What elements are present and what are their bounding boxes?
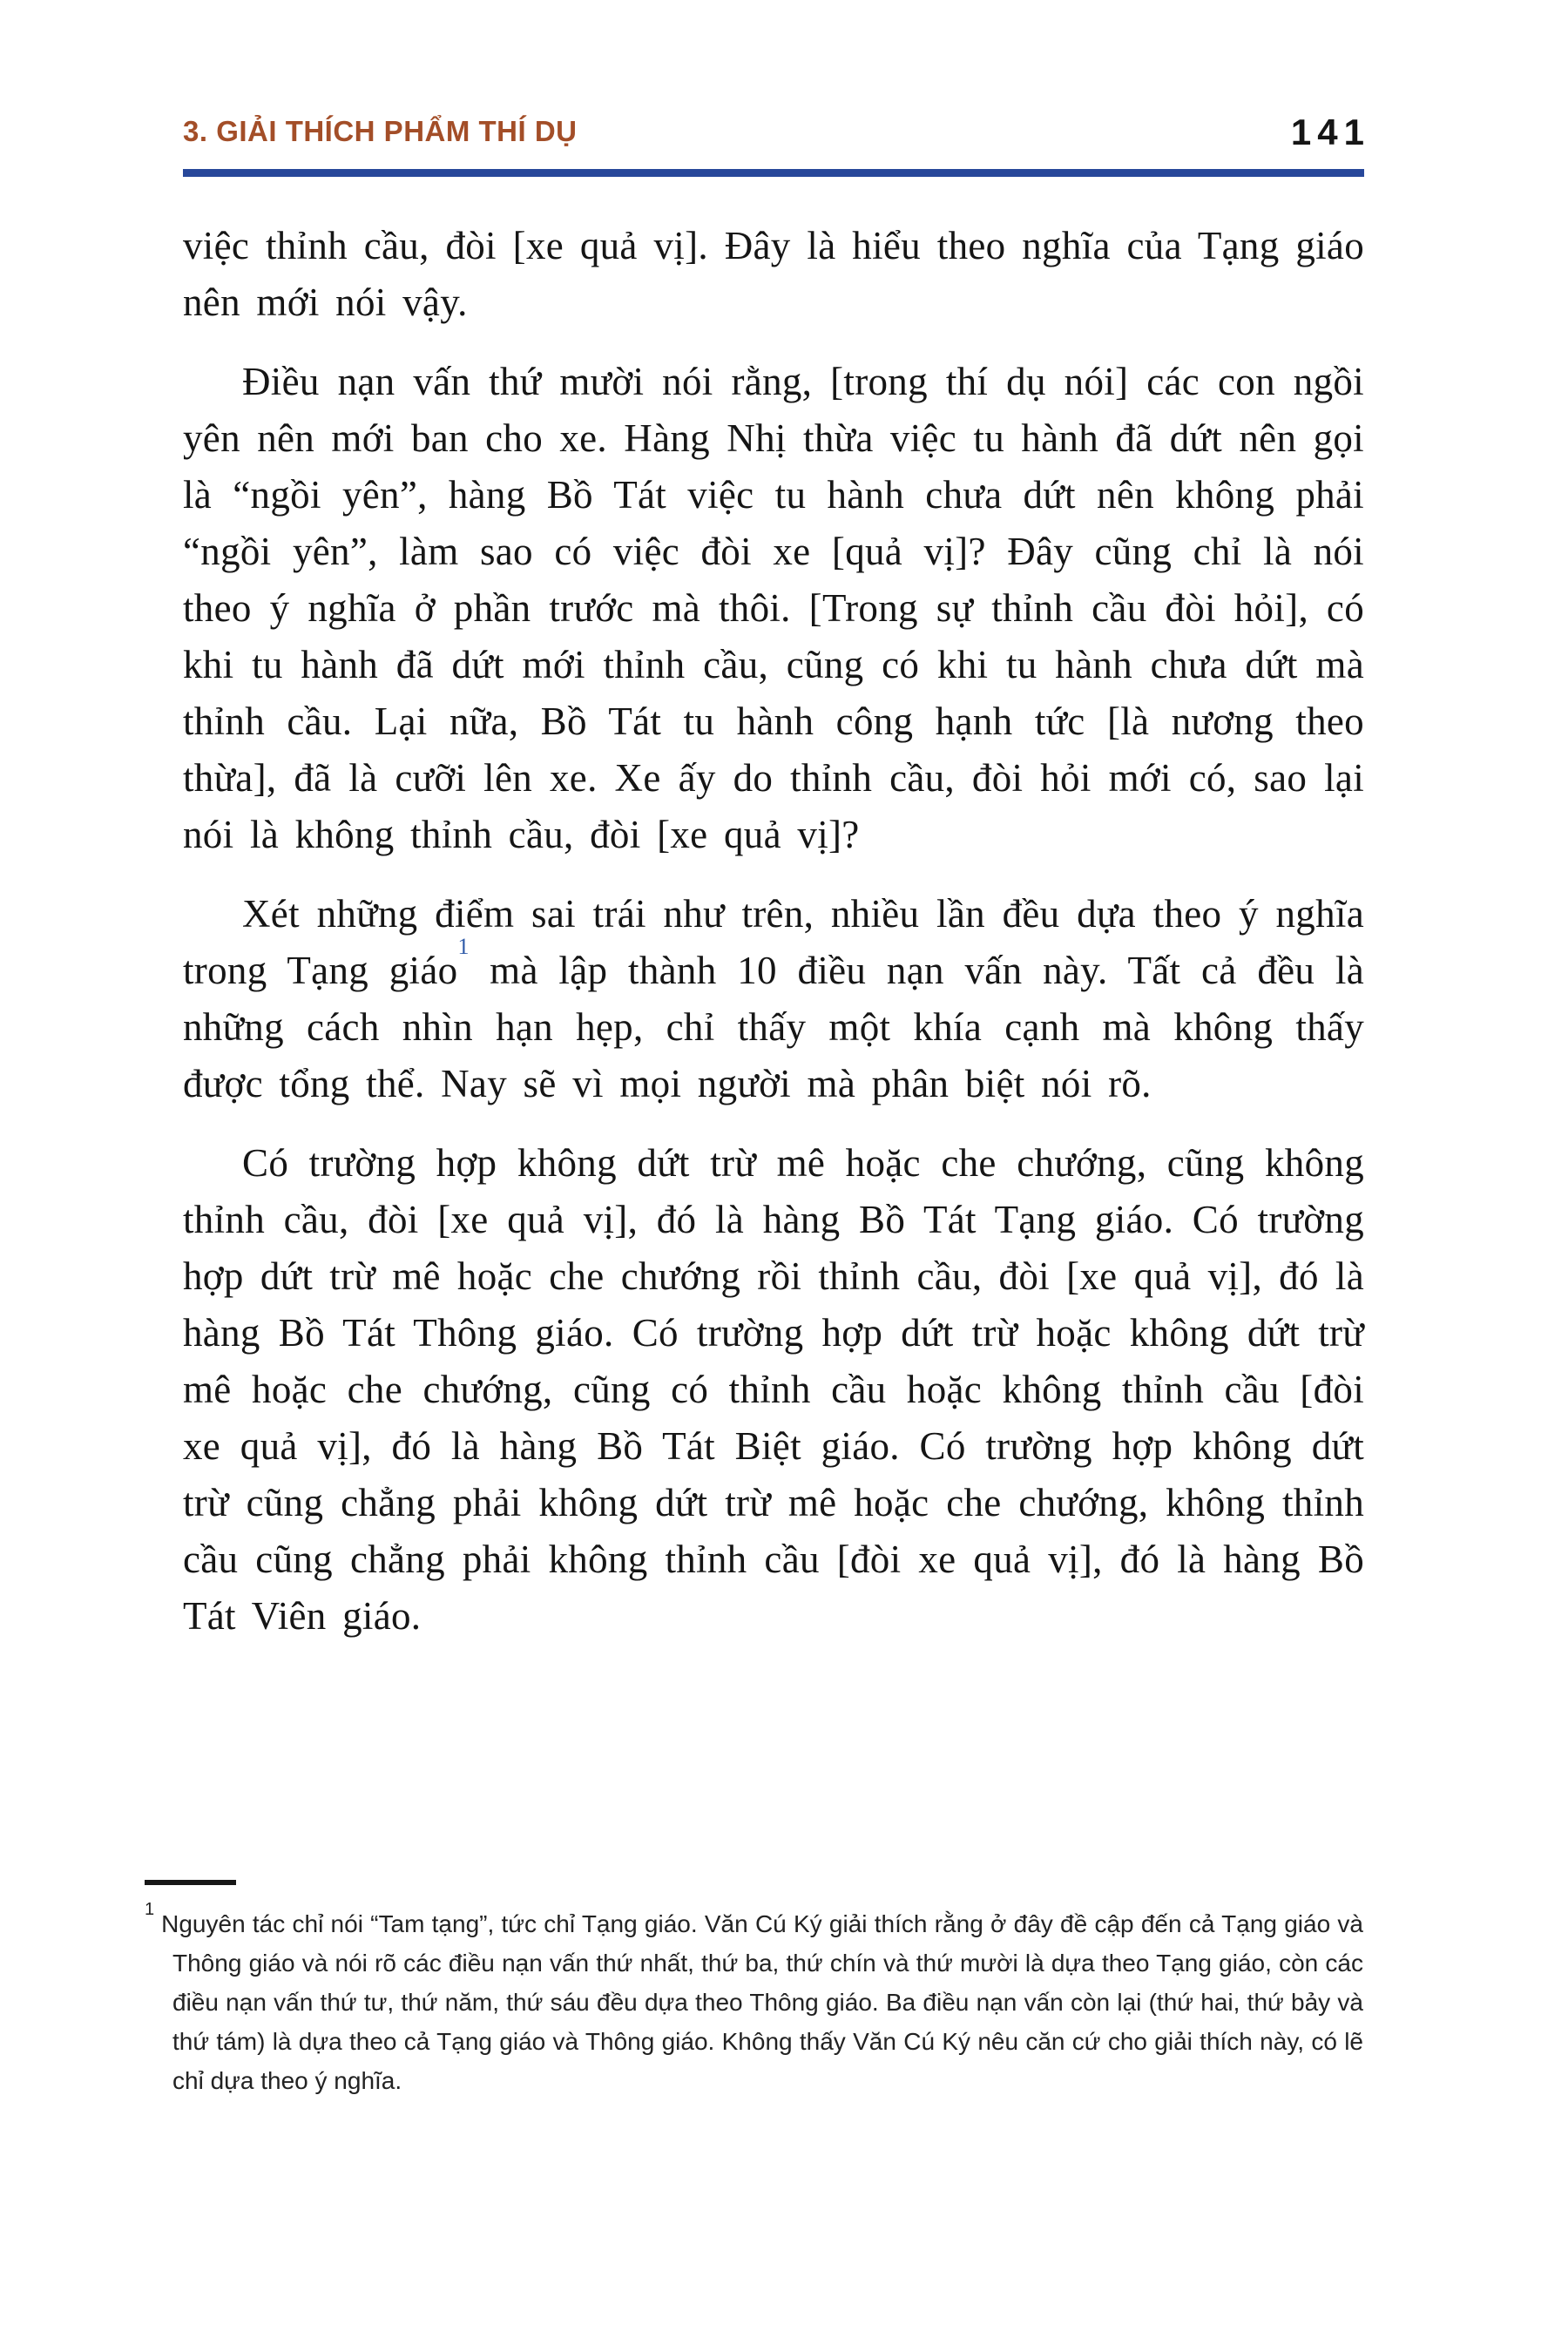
paragraph: Có trường hợp không dứt trừ mê hoặc che chướng, cũng không thỉnh cầu, đòi [xe quả vị], đó là hàng Bồ Tát Tạng giáo. Có trường hợp dứt trừ mê hoặc che chướng rồi thỉnh cầu, đòi [xe quả vị], đó là hàng Bồ Tát Thông giáo. Có trường hợp dứt trừ hoặc không dứt trừ mê hoặc che chướng, cũng có thỉnh cầu hoặc không thỉnh cầu [đòi xe quả vị], đó là hàng Bồ Tát Biệt giáo. Có trường hợp không dứt trừ cũng chẳng phải không dứt trừ mê hoặc che chướng, không thỉnh cầu cũng chẳng phải không thỉnh cầu [đòi xe quả vị], đó là hàng Bồ Tát Viên giáo. — [183, 1141, 1364, 1638]
section-title: 3. GIẢI THÍCH PHẨM THÍ DỤ — [183, 115, 578, 147]
paragraph: Điều nạn vấn thứ mười nói rằng, [trong thí dụ nói] các con ngồi yên nên mới ban cho xe. Hàng Nhị thừa việc tu hành đã dứt nên gọi là “ngồi yên”, hàng Bồ Tát việc tu hành chưa dứt nên không phải “ngồi yên”, làm sao có việc đòi xe [quả vị]? Đây cũng chỉ là nói theo ý nghĩa ở phần trước mà thôi. [Trong sự thỉnh cầu đòi hỏi], có khi tu hành đã dứt mới thỉnh cầu, cũng có khi tu hành chưa dứt mà thỉnh cầu. Lại nữa, Bồ Tát tu hành công hạnh tức [là nương theo thừa], đã là cưỡi lên xe. Xe ấy do thỉnh cầu, đòi hỏi mới có, sao lại nói là không thỉnh cầu, đòi [xe quả vị]? — [183, 360, 1364, 856]
footnote — [145, 1899, 1363, 2100]
footnote-text: Nguyên tác chỉ nói “Tam tạng”, tức chỉ Tạng giáo. Văn Cú Ký giải thích rằng ở đây đề cập đến cả Tạng giáo và Thông giáo và nói rõ các điều nạn vấn thứ nhất, thứ ba, thứ chín và thứ mười là dựa theo Tạng giáo, còn các điều nạn vấn thứ tư, thứ năm, thứ sáu đều dựa theo Thông giáo. Ba điều nạn vấn còn lại (thứ hai, thứ bảy và thứ tám) là dựa theo cả Tạng giáo và Thông giáo. Không thấy Văn Cú Ký nêu căn cứ cho giải thích này, có lẽ chỉ dựa theo ý nghĩa. — [161, 1910, 1363, 2094]
paragraph-text: mà lập thành 10 điều nạn vấn này. Tất cả đều là những cách nhìn hạn hẹp, chỉ thấy một khía cạnh mà không thấy được tổng thể. Nay sẽ vì mọi người mà phân biệt nói rõ. — [183, 949, 1364, 1105]
paragraph: việc thỉnh cầu, đòi [xe quả vị]. Đây là hiểu theo nghĩa của Tạng giáo nên mới nói vậy. — [183, 224, 1364, 324]
body-text — [183, 218, 1364, 1667]
footnote-marker: 1 — [145, 1899, 155, 1919]
footnote-reference: 1 — [457, 934, 470, 959]
footnote-separator — [145, 1880, 236, 1885]
running-head — [183, 112, 1370, 153]
paragraph-text: Xét những điểm sai trái như trên, nhiều lần đều dựa theo ý nghĩa trong Tạng giáo — [183, 892, 1364, 992]
paragraph — [183, 886, 1364, 1112]
page-number: 141 — [1290, 112, 1370, 152]
header-rule — [183, 169, 1364, 177]
